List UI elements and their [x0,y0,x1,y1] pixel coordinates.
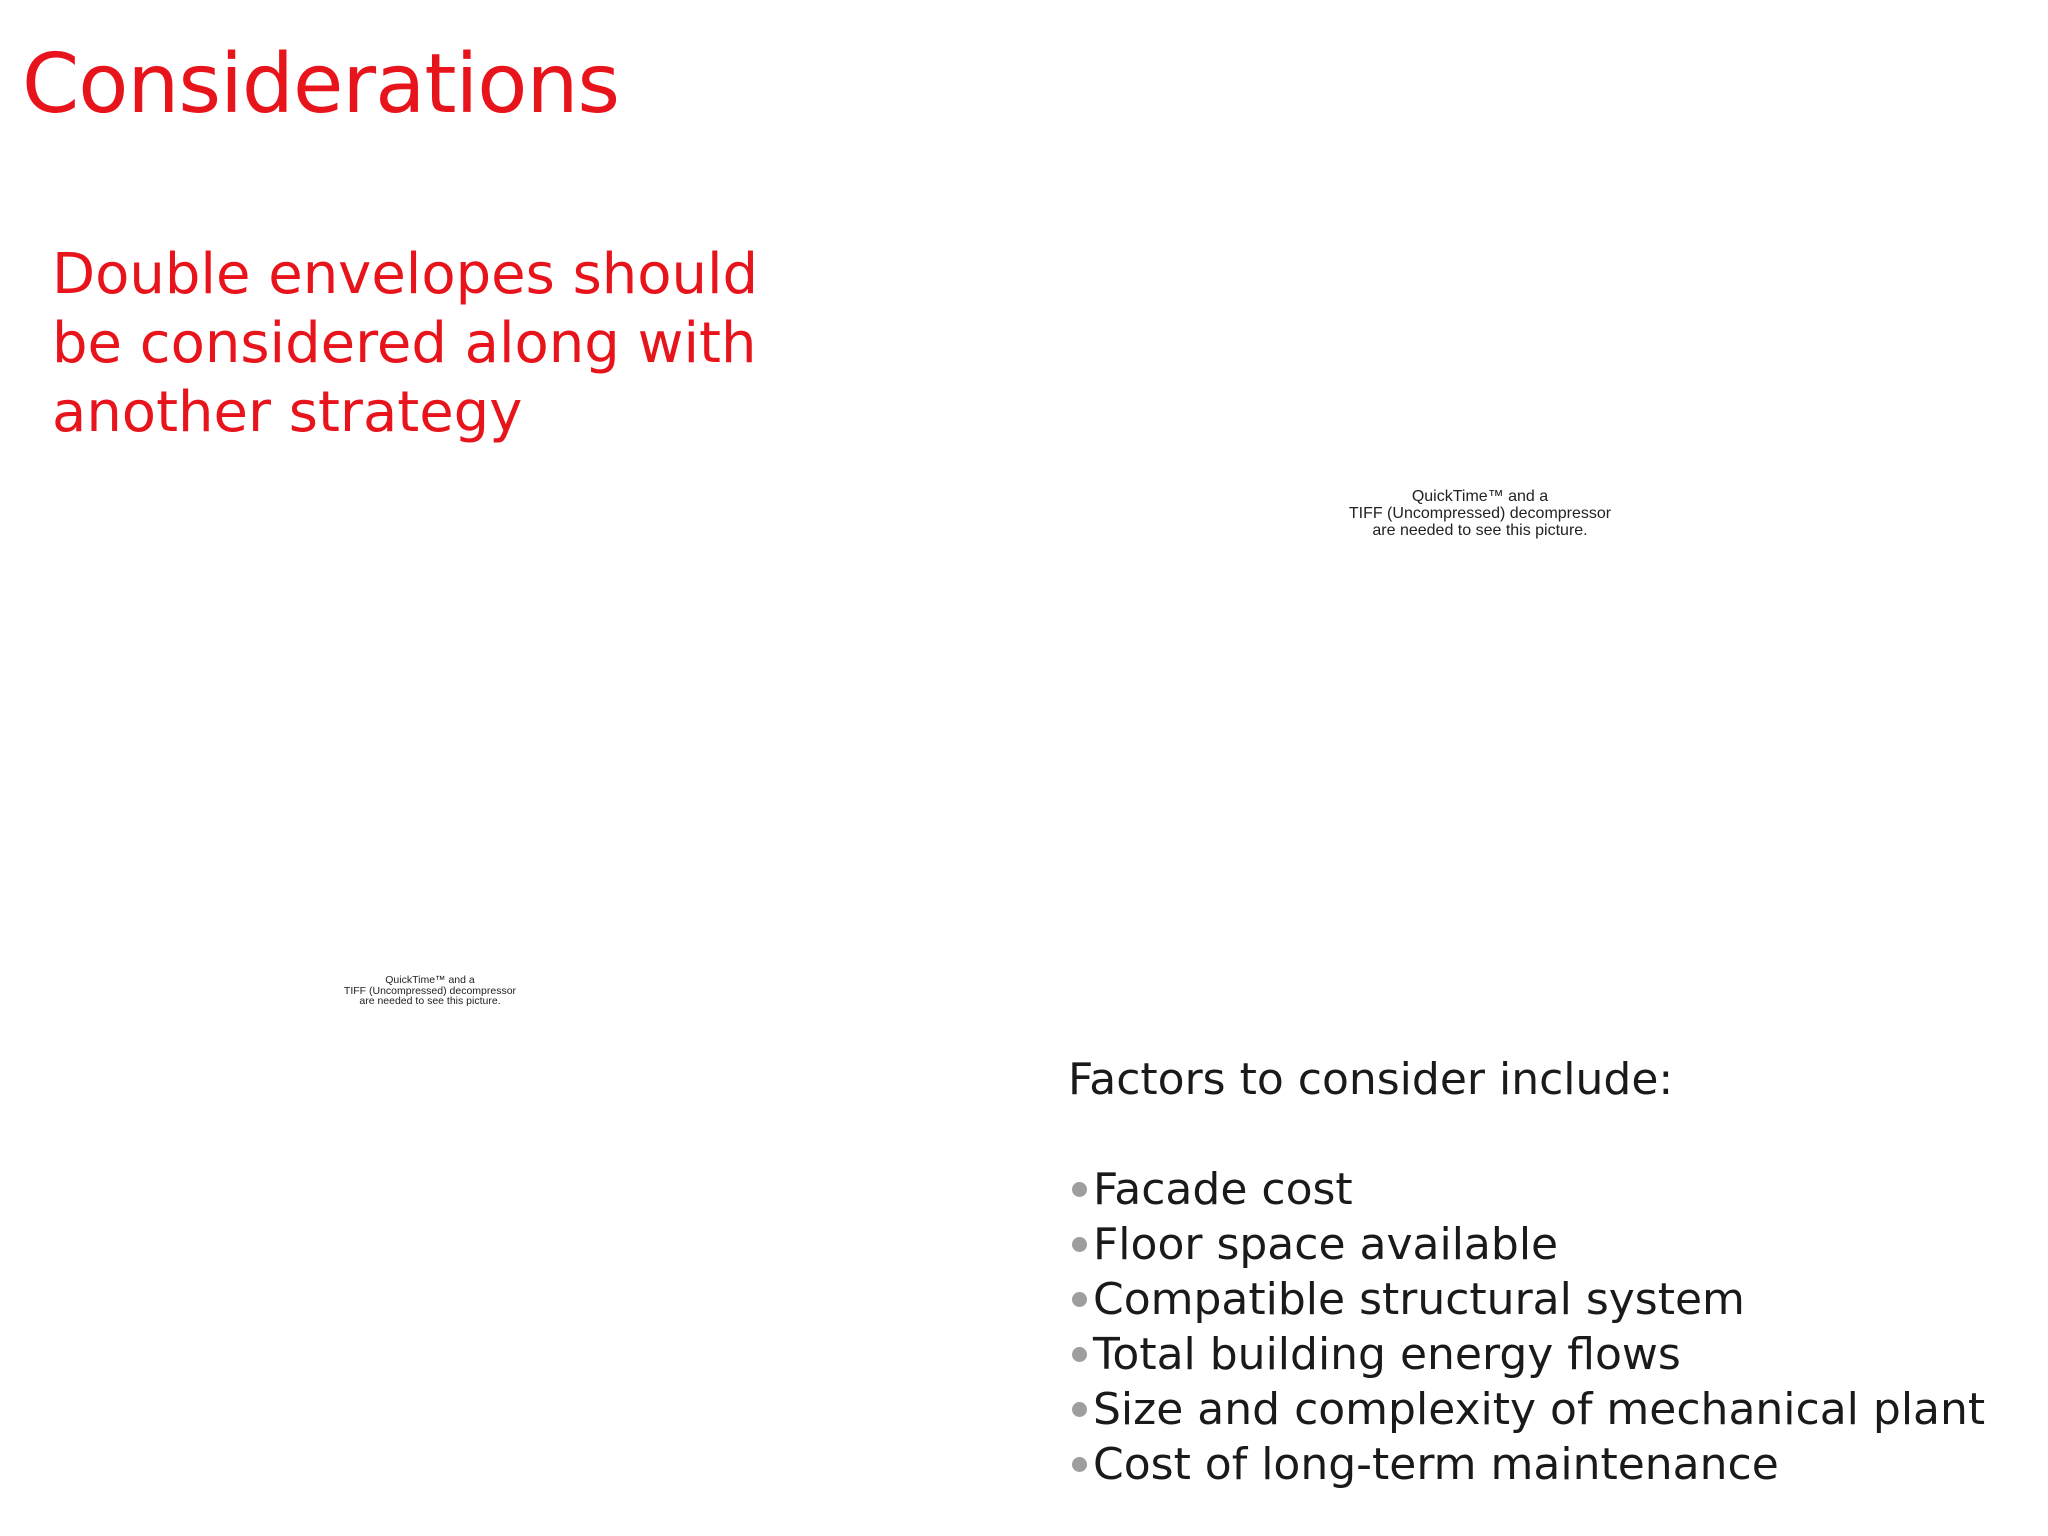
bullet-icon [1072,1237,1087,1252]
subtitle-line: another strategy [52,380,523,445]
list-item [1068,1162,2028,1217]
factors-heading: Factors to consider include: [1068,1054,1674,1105]
placeholder-line: TIFF (Uncompressed) decompressor [343,984,517,997]
list-item [1068,1437,2028,1492]
factor-text: Facade cost [1093,1164,1353,1215]
list-item [1068,1217,2028,1272]
subtitle-line: be considered along with [52,311,757,376]
slide-subtitle [52,240,812,447]
bullet-icon [1072,1347,1087,1362]
slide-title: Considerations [22,37,620,132]
factor-text: Total building energy flows [1093,1329,1681,1380]
factor-text: Size and complexity of mechanical plant [1093,1384,1986,1435]
factor-text: Cost of long-term maintenance [1093,1439,1779,1490]
factor-text: Floor space available [1093,1219,1559,1270]
list-item [1068,1382,2028,1437]
placeholder-line: are needed to see this picture. [359,995,501,1007]
image-placeholder-large [1300,488,1660,539]
list-item [1068,1272,2028,1327]
subtitle-line: Double envelopes should [52,242,759,307]
placeholder-line: QuickTime™ and a [1411,488,1549,505]
bullet-icon [1072,1182,1087,1197]
bullet-icon [1072,1292,1087,1307]
list-item [1068,1327,2028,1382]
factors-list [1068,1162,2028,1492]
placeholder-line: TIFF (Uncompressed) decompressor [1348,505,1612,522]
placeholder-line: are needed to see this picture. [1372,522,1588,539]
bullet-icon [1072,1402,1087,1417]
factor-text: Compatible structural system [1093,1274,1745,1325]
bullet-icon [1072,1457,1087,1472]
placeholder-line: QuickTime™ and a [385,974,475,986]
image-placeholder-small [310,975,550,1007]
factors-block [1068,1052,2028,1492]
